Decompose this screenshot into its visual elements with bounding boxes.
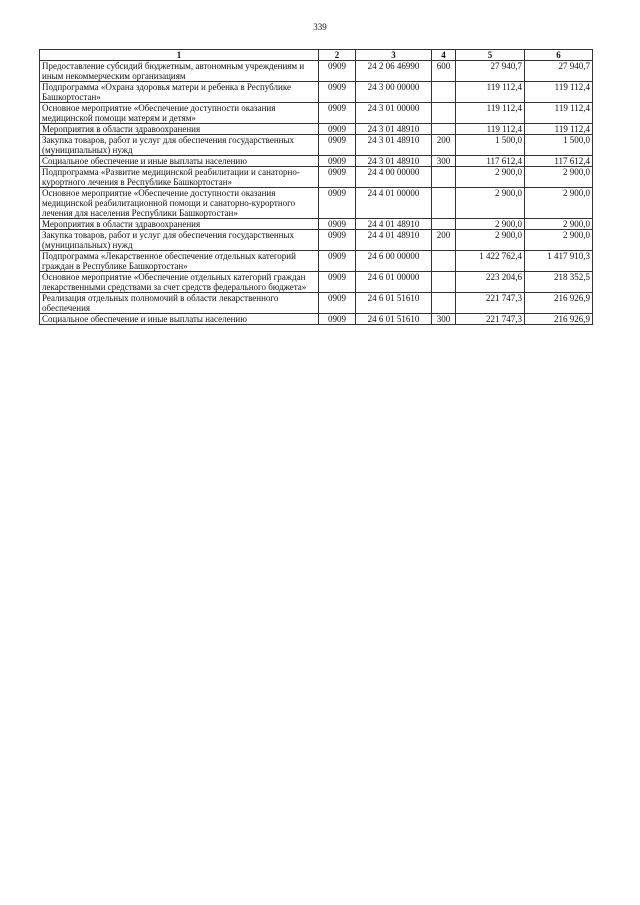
cell-section: 0909 xyxy=(319,124,356,135)
cell-type xyxy=(432,167,456,188)
cell-name: Основное мероприятие «Обеспечение доступности оказания медицинской реабилитационной помощи и санаторно-курортного лечения для населения Республики Башкортостан» xyxy=(40,188,319,219)
cell-section: 0909 xyxy=(319,188,356,219)
cell-value-6: 119 112,4 xyxy=(525,124,593,135)
table-row xyxy=(40,156,593,167)
cell-section: 0909 xyxy=(319,230,356,251)
cell-type: 600 xyxy=(432,61,456,82)
cell-name: Закупка товаров, работ и услуг для обеспечения государственных (муниципальных) нужд xyxy=(40,230,319,251)
cell-name: Основное мероприятие «Обеспечение отдельных категорий граждан лекарственными средствами за счет средств федерального бюджета» xyxy=(40,272,319,293)
column-header-3: 3 xyxy=(356,50,432,61)
cell-value-5: 119 112,4 xyxy=(456,103,525,124)
budget-table xyxy=(39,49,593,325)
cell-type: 200 xyxy=(432,135,456,156)
cell-name: Социальное обеспечение и иные выплаты населению xyxy=(40,156,319,167)
column-header-1: 1 xyxy=(40,50,319,61)
cell-value-6: 216 926,9 xyxy=(525,314,593,325)
cell-value-5: 221 747,3 xyxy=(456,293,525,314)
cell-value-5: 1 500,0 xyxy=(456,135,525,156)
table-row xyxy=(40,219,593,230)
cell-name: Основное мероприятие «Обеспечение доступности оказания медицинской помощи матерям и детям» xyxy=(40,103,319,124)
cell-type xyxy=(432,251,456,272)
cell-value-5: 119 112,4 xyxy=(456,124,525,135)
cell-section: 0909 xyxy=(319,251,356,272)
cell-value-5: 119 112,4 xyxy=(456,82,525,103)
cell-type xyxy=(432,82,456,103)
cell-name: Реализация отдельных полномочий в области лекарственного обеспечения xyxy=(40,293,319,314)
table-row xyxy=(40,167,593,188)
cell-value-6: 1 417 910,3 xyxy=(525,251,593,272)
cell-section: 0909 xyxy=(319,103,356,124)
table-row xyxy=(40,188,593,219)
cell-name: Подпрограмма «Лекарственное обеспечение отдельных категорий граждан в Республике Башкортостан» xyxy=(40,251,319,272)
cell-code: 24 6 01 51610 xyxy=(356,293,432,314)
cell-value-6: 1 500,0 xyxy=(525,135,593,156)
cell-name: Мероприятия в области здравоохранения xyxy=(40,219,319,230)
table-row xyxy=(40,251,593,272)
cell-section: 0909 xyxy=(319,167,356,188)
cell-section: 0909 xyxy=(319,61,356,82)
cell-name: Подпрограмма «Развитие медицинской реабилитации и санаторно-курортного лечения в Республике Башкортостан» xyxy=(40,167,319,188)
cell-value-6: 119 112,4 xyxy=(525,82,593,103)
table-row xyxy=(40,82,593,103)
cell-value-5: 2 900,0 xyxy=(456,188,525,219)
table-row xyxy=(40,230,593,251)
cell-code: 24 3 00 00000 xyxy=(356,82,432,103)
cell-code: 24 3 01 00000 xyxy=(356,103,432,124)
cell-type xyxy=(432,272,456,293)
table-row xyxy=(40,124,593,135)
table-header-row xyxy=(40,50,593,61)
cell-type xyxy=(432,188,456,219)
cell-section: 0909 xyxy=(319,156,356,167)
cell-name: Предоставление субсидий бюджетным, автономным учреждениям и иным некоммерческим организациям xyxy=(40,61,319,82)
table-row xyxy=(40,103,593,124)
cell-name: Подпрограмма «Охрана здоровья матери и ребенка в Республике Башкортостан» xyxy=(40,82,319,103)
cell-type: 200 xyxy=(432,230,456,251)
cell-section: 0909 xyxy=(319,135,356,156)
cell-value-5: 2 900,0 xyxy=(456,167,525,188)
cell-name: Закупка товаров, работ и услуг для обеспечения государственных (муниципальных) нужд xyxy=(40,135,319,156)
table-row xyxy=(40,272,593,293)
cell-value-6: 117 612,4 xyxy=(525,156,593,167)
cell-code: 24 2 06 46990 xyxy=(356,61,432,82)
cell-type xyxy=(432,103,456,124)
cell-value-5: 221 747,3 xyxy=(456,314,525,325)
cell-type: 300 xyxy=(432,314,456,325)
column-header-5: 5 xyxy=(456,50,525,61)
table-row xyxy=(40,293,593,314)
cell-code: 24 6 01 51610 xyxy=(356,314,432,325)
cell-code: 24 4 00 00000 xyxy=(356,167,432,188)
cell-value-5: 223 204,6 xyxy=(456,272,525,293)
cell-value-6: 119 112,4 xyxy=(525,103,593,124)
table-row xyxy=(40,135,593,156)
cell-type: 300 xyxy=(432,156,456,167)
cell-section: 0909 xyxy=(319,219,356,230)
cell-value-5: 2 900,0 xyxy=(456,230,525,251)
cell-section: 0909 xyxy=(319,272,356,293)
cell-code: 24 3 01 48910 xyxy=(356,156,432,167)
page-number: 339 xyxy=(313,22,327,32)
column-header-6: 6 xyxy=(525,50,593,61)
cell-section: 0909 xyxy=(319,314,356,325)
cell-value-6: 2 900,0 xyxy=(525,219,593,230)
cell-code: 24 4 01 00000 xyxy=(356,188,432,219)
cell-code: 24 6 01 00000 xyxy=(356,272,432,293)
cell-value-6: 27 940,7 xyxy=(525,61,593,82)
cell-value-5: 27 940,7 xyxy=(456,61,525,82)
cell-value-6: 216 926,9 xyxy=(525,293,593,314)
table-row xyxy=(40,314,593,325)
cell-type xyxy=(432,124,456,135)
cell-code: 24 6 00 00000 xyxy=(356,251,432,272)
column-header-2: 2 xyxy=(319,50,356,61)
cell-section: 0909 xyxy=(319,82,356,103)
cell-value-6: 2 900,0 xyxy=(525,230,593,251)
cell-value-6: 2 900,0 xyxy=(525,188,593,219)
cell-value-6: 218 352,5 xyxy=(525,272,593,293)
cell-code: 24 3 01 48910 xyxy=(356,135,432,156)
cell-code: 24 3 01 48910 xyxy=(356,124,432,135)
cell-value-5: 117 612,4 xyxy=(456,156,525,167)
cell-value-6: 2 900,0 xyxy=(525,167,593,188)
cell-name: Социальное обеспечение и иные выплаты населению xyxy=(40,314,319,325)
cell-type xyxy=(432,219,456,230)
cell-code: 24 4 01 48910 xyxy=(356,219,432,230)
cell-section: 0909 xyxy=(319,293,356,314)
cell-code: 24 4 01 48910 xyxy=(356,230,432,251)
cell-value-5: 1 422 762,4 xyxy=(456,251,525,272)
cell-type xyxy=(432,293,456,314)
table-row xyxy=(40,61,593,82)
column-header-4: 4 xyxy=(432,50,456,61)
cell-name: Мероприятия в области здравоохранения xyxy=(40,124,319,135)
cell-value-5: 2 900,0 xyxy=(456,219,525,230)
